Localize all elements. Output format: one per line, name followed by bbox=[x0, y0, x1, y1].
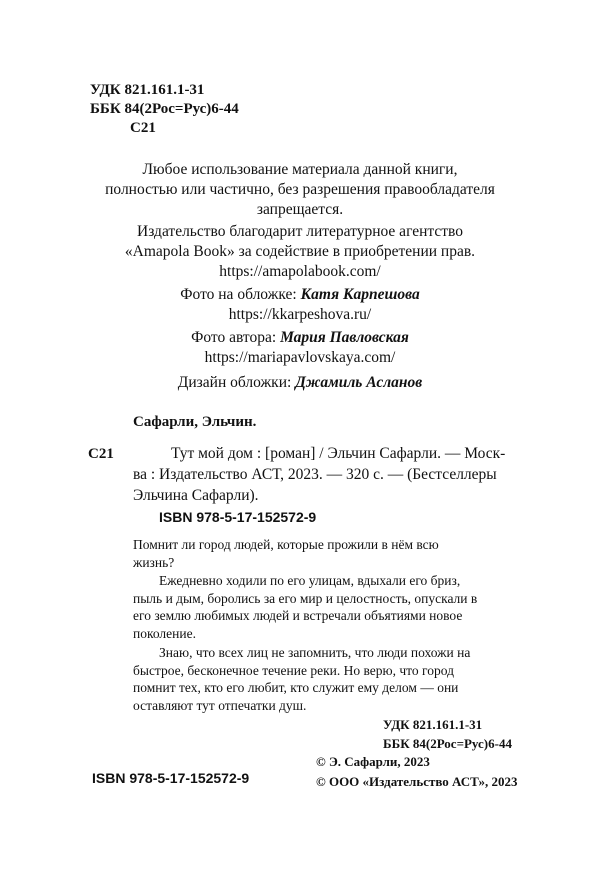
annotation-line: оставляют тут отпечатки душ. bbox=[133, 697, 307, 713]
bibliographic-record bbox=[133, 443, 553, 506]
copyright-publisher: © ООО «Издательство АСТ», 2023 bbox=[316, 774, 518, 789]
agency-notice bbox=[40, 222, 560, 282]
bbk-code: ББК 84(2Рос=Рус)6-44 bbox=[90, 101, 239, 117]
author-photo-credit bbox=[40, 328, 560, 368]
footer-isbn: ISBN 978-5-17-152572-9 bbox=[92, 770, 250, 786]
bib-line: ва : Издательство АСТ, 2023. — 320 с. — (Бестселлеры bbox=[133, 466, 497, 483]
footer-udk: УДК 821.161.1-31 bbox=[383, 717, 483, 732]
annotation-line: пыль и дым, боролись за его мир и целостность, опускали в bbox=[133, 590, 478, 606]
annotation-line: жизнь? bbox=[133, 554, 175, 570]
annotation-line: помнит тех, кто его любит, кто служит ему делом — они bbox=[133, 680, 459, 695]
rights-line: полностью или частично, без разрешения правообладателя bbox=[105, 181, 495, 198]
udk-code: УДК 821.161.1-31 bbox=[90, 82, 205, 98]
author-mark: С21 bbox=[130, 120, 156, 136]
copyright-author: © Э. Сафарли, 2023 bbox=[316, 754, 430, 769]
catalog-code: С21 bbox=[88, 446, 114, 462]
footer-classification bbox=[383, 715, 512, 753]
credit-name: Джамиль Асланов bbox=[295, 374, 423, 391]
rights-line: запрещается. bbox=[256, 201, 344, 218]
bib-line: Эльчина Сафарли). bbox=[133, 487, 259, 504]
agency-line: «Amapola Book» за содействие в приобретении прав. bbox=[124, 243, 476, 260]
annotation-paragraph-3 bbox=[133, 644, 553, 714]
catalog-author: Сафарли, Эльчин. bbox=[133, 414, 257, 430]
annotation-line: его землю любимых людей и встречали объятиями новое bbox=[133, 608, 463, 623]
credit-label: Дизайн обложки: bbox=[177, 374, 292, 391]
copyright-block bbox=[316, 752, 518, 792]
annotation-paragraph-2 bbox=[133, 572, 553, 642]
credit-label: Фото на обложке: bbox=[180, 286, 297, 303]
catalog-isbn: ISBN 978-5-17-152572-9 bbox=[159, 509, 317, 525]
bib-line: Тут мой дом : [роман] / Эльчин Сафарли. — Моск- bbox=[171, 445, 506, 462]
annotation-line: Ежедневно ходили по его улицам, вдыхали его бриз, bbox=[159, 573, 461, 588]
agency-url: https://amapolabook.com/ bbox=[219, 263, 381, 280]
cover-design-credit bbox=[40, 373, 560, 393]
credit-label: Фото автора: bbox=[191, 329, 277, 346]
cover-photo-credit bbox=[40, 285, 560, 325]
annotation-line: Помнит ли город людей, которые прожили в нём всю bbox=[133, 537, 439, 552]
annotation-line: быстрое, бесконечное течение реки. Но верю, что город bbox=[133, 662, 454, 678]
credit-url: https://mariapavlovskaya.com/ bbox=[204, 349, 396, 366]
annotation-paragraph-1 bbox=[133, 536, 553, 571]
annotation-line: Знаю, что всех лиц не запомнить, что люди похожи на bbox=[159, 645, 471, 660]
credit-name: Мария Павловская bbox=[280, 329, 409, 346]
footer-bbk: ББК 84(2Рос=Рус)6-44 bbox=[383, 736, 512, 751]
annotation-line: поколение. bbox=[133, 625, 196, 641]
credit-name: Катя Карпешова bbox=[300, 286, 420, 303]
credit-url: https://kkarpeshova.ru/ bbox=[228, 306, 372, 323]
classification-block bbox=[90, 81, 239, 138]
rights-line: Любое использование материала данной книги, bbox=[142, 161, 458, 178]
rights-notice bbox=[40, 160, 560, 220]
agency-line: Издательство благодарит литературное агентство bbox=[137, 223, 463, 240]
